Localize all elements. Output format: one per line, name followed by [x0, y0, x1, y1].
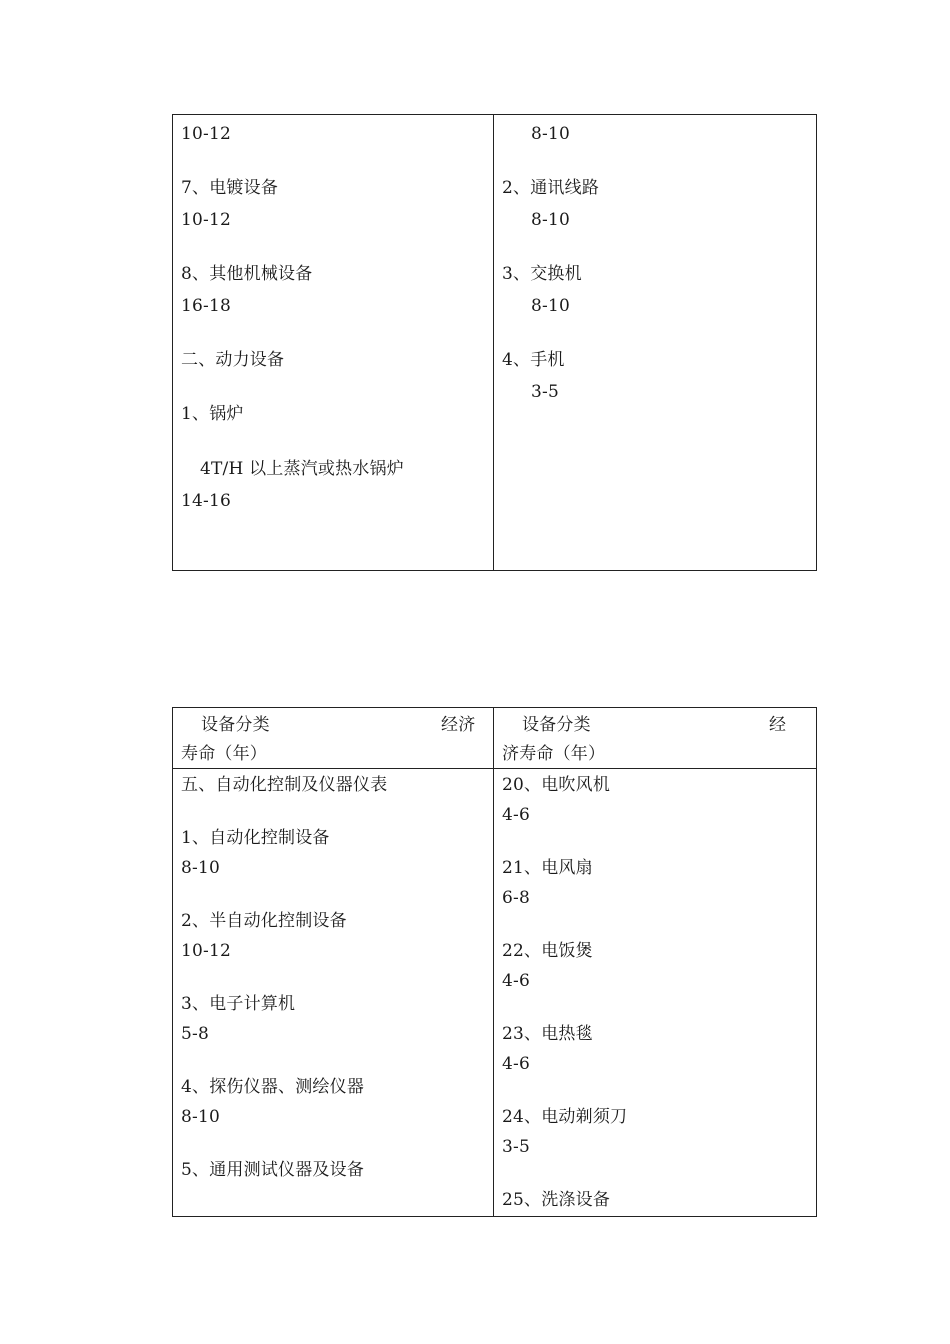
equipment-item: 5、通用测试仪器及设备	[181, 1160, 365, 1180]
header-life-label: 经	[769, 715, 787, 735]
header-life-label-cont: 济寿命（年）	[502, 744, 606, 764]
life-years: 8-10	[181, 1107, 220, 1127]
life-years: 3-5	[531, 382, 559, 402]
life-years: 4-6	[502, 805, 530, 825]
table2-left-cell	[173, 769, 493, 1216]
table1-left-cell	[173, 115, 493, 570]
life-years: 10-12	[181, 210, 232, 230]
equipment-item: 4、手机	[502, 350, 565, 370]
table2-header-right	[494, 708, 816, 768]
life-years: 8-10	[531, 124, 570, 144]
table1-right-cell	[494, 115, 816, 570]
life-years: 6-8	[502, 888, 530, 908]
category-heading: 五、自动化控制及仪器仪表	[181, 775, 388, 795]
equipment-item: 2、半自动化控制设备	[181, 911, 347, 931]
life-years: 10-12	[181, 941, 232, 961]
header-category-label: 设备分类	[201, 715, 270, 735]
equipment-item: 4、探伤仪器、测绘仪器	[181, 1077, 365, 1097]
equipment-table-1	[172, 114, 817, 571]
header-life-label: 经济	[441, 715, 476, 735]
life-years: 4-6	[502, 971, 530, 991]
equipment-item: 3、电子计算机	[181, 994, 296, 1014]
equipment-item: 20、电吹风机	[502, 775, 611, 795]
life-years: 5-8	[181, 1024, 209, 1044]
table2-header-left	[173, 708, 493, 768]
equipment-item: 7、电镀设备	[181, 178, 279, 198]
equipment-item: 23、电热毯	[502, 1024, 593, 1044]
equipment-item: 25、洗涤设备	[502, 1190, 611, 1210]
life-years: 10-12	[181, 124, 232, 144]
equipment-item: 1、自动化控制设备	[181, 828, 330, 848]
category-heading: 二、动力设备	[181, 350, 285, 370]
equipment-table-2	[172, 707, 817, 1217]
life-years: 8-10	[531, 296, 570, 316]
equipment-subitem: 4T/H 以上蒸汽或热水锅炉	[200, 459, 404, 479]
equipment-item: 8、其他机械设备	[181, 264, 313, 284]
life-years: 3-5	[502, 1137, 530, 1157]
life-years: 4-6	[502, 1054, 530, 1074]
life-years: 16-18	[181, 296, 232, 316]
life-years: 8-10	[181, 858, 220, 878]
header-life-label-cont: 寿命（年）	[181, 744, 267, 764]
equipment-item: 21、电风扇	[502, 858, 593, 878]
life-years: 14-16	[181, 491, 232, 511]
header-category-label: 设备分类	[522, 715, 591, 735]
life-years: 8-10	[531, 210, 570, 230]
equipment-item: 1、锅炉	[181, 404, 244, 424]
equipment-item: 2、通讯线路	[502, 178, 600, 198]
equipment-item: 3、交换机	[502, 264, 582, 284]
equipment-item: 24、电动剃须刀	[502, 1107, 628, 1127]
equipment-item: 22、电饭煲	[502, 941, 593, 961]
table2-right-cell	[494, 769, 816, 1216]
